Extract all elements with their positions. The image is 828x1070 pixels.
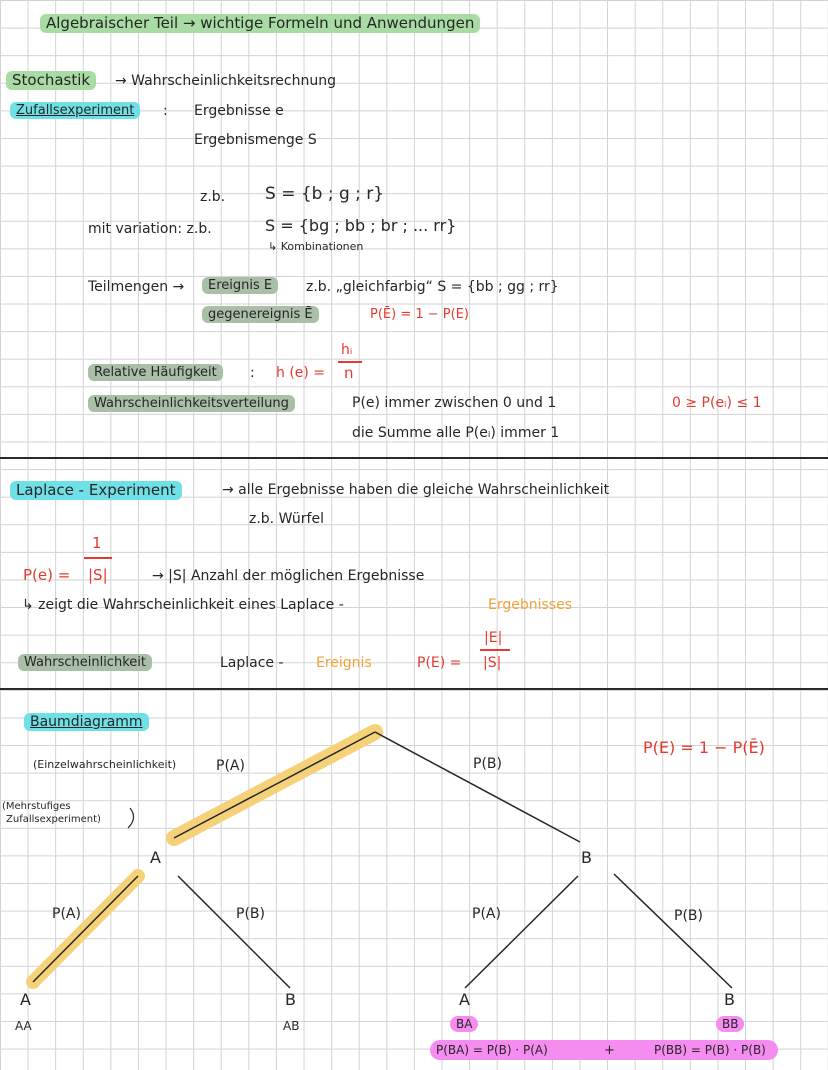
branch-label-pa-left: P(A)	[52, 906, 81, 922]
teilmengen-text: Teilmengen →	[88, 279, 185, 295]
branch-label-pb-left: P(B)	[236, 906, 265, 922]
tree-leaf-a-1: A	[20, 990, 31, 1009]
branch-label-pb-right: P(B)	[674, 908, 703, 924]
zufallsexperiment-label: Zufallsexperiment	[10, 102, 140, 119]
zufallsexperiment-colon: :	[163, 103, 168, 119]
tree-node-b: B	[581, 848, 592, 867]
laplace-example: z.b. Würfel	[249, 511, 324, 527]
example-prefix: z.b.	[200, 189, 226, 205]
wahrscheinlichkeit-text: Laplace -	[220, 655, 284, 671]
baum-gegen-formula: P(E) = 1 − P(Ē)	[643, 738, 765, 757]
mehrstufig-note-2: Zufallsexperiment)	[6, 814, 101, 825]
variation-prefix: mit variation: z.b.	[88, 221, 212, 237]
einzelwahrscheinlichkeit-note: (Einzelwahrscheinlichkeit)	[33, 758, 177, 771]
ereignis-label: Ereignis E	[202, 277, 278, 294]
wahrscheinlichkeit-ereignis: Ereignis	[316, 655, 372, 671]
relative-haeufigkeit-colon: :	[250, 365, 255, 381]
wahrscheinlichkeit-denominator: |S|	[483, 655, 502, 671]
gegenereignis-label: gegenereignis Ē	[202, 306, 319, 323]
relative-haeufigkeit-denominator: n	[344, 364, 354, 382]
stochastik-arrow-text: → Wahrscheinlichkeitsrechnung	[115, 73, 336, 89]
laplace-arrow-text: → alle Ergebnisse haben die gleiche Wahrscheinlichkeit	[222, 482, 610, 498]
ergebnisse-text: Ergebnisse e	[194, 103, 284, 119]
laplace-zeigt-text: ↳ zeigt die Wahrscheinlichkeit eines Laplace -	[22, 597, 344, 613]
kombinationen-note: ↳ Kombinationen	[268, 240, 364, 253]
laplace-formula-denominator: |S|	[88, 566, 108, 584]
variation-set: S = {bg ; bb ; br ; ... rr}	[265, 216, 457, 235]
fraction-bar	[338, 361, 362, 363]
verteilung-text-1: P(e) immer zwischen 0 und 1	[352, 395, 557, 411]
verteilung-text-2: die Summe alle P(eᵢ) immer 1	[352, 425, 560, 441]
page-title: Algebraischer Teil → wichtige Formeln und Anwendungen	[40, 14, 480, 33]
outcome-ba: BA	[450, 1016, 478, 1032]
example-set: S = {b ; g ; r}	[265, 184, 385, 204]
tree-leaf-b-2: B	[724, 990, 735, 1009]
laplace-formula-numerator: 1	[92, 534, 102, 552]
wahrscheinlichkeitsverteilung-label: Wahrscheinlichkeitsverteilung	[88, 395, 295, 412]
branch-label-pb-top: P(B)	[473, 756, 502, 772]
wahrscheinlichkeit-numerator: |E|	[484, 630, 503, 646]
laplace-formula-description: → |S| Anzahl der möglichen Ergebnisse	[152, 568, 425, 584]
outcome-ab: AB	[283, 1019, 300, 1033]
path-formula-plus: +	[604, 1043, 615, 1058]
relative-haeufigkeit-numerator: hᵢ	[341, 342, 353, 358]
wahrscheinlichkeit-label: Wahrscheinlichkeit	[18, 654, 152, 671]
verteilung-range: 0 ≥ P(eᵢ) ≤ 1	[672, 395, 762, 411]
outcome-aa: AA	[15, 1019, 32, 1033]
branch-label-pa-right: P(A)	[472, 906, 501, 922]
tree-leaf-b-1: B	[285, 990, 296, 1009]
laplace-formula-left: P(e) =	[23, 566, 71, 584]
relative-haeufigkeit-formula: h (e) =	[276, 365, 326, 381]
baumdiagramm-heading: Baumdiagramm	[24, 713, 149, 731]
section-divider-2	[0, 688, 828, 690]
tree-leaf-a-2: A	[459, 990, 470, 1009]
fraction-bar	[480, 649, 510, 651]
path-formula-bb: P(BB) = P(B) · P(B)	[654, 1043, 766, 1057]
ereignis-example: z.b. „gleichfarbig“ S = {bb ; gg ; rr}	[306, 279, 559, 295]
branch-label-pa-top: P(A)	[216, 758, 245, 774]
section-divider-1	[0, 457, 828, 459]
wahrscheinlichkeit-formula-left: P(E) =	[417, 655, 462, 671]
ergebnismenge-text: Ergebnismenge S	[194, 132, 317, 148]
relative-haeufigkeit-label: Relative Häufigkeit	[88, 364, 223, 381]
outcome-bb: BB	[716, 1016, 744, 1032]
mehrstufig-note-1: (Mehrstufiges	[2, 801, 71, 812]
laplace-label: Laplace - Experiment	[10, 481, 182, 500]
path-formula-ba: P(BA) = P(B) · P(A)	[436, 1043, 548, 1057]
stochastik-heading: Stochastik	[6, 71, 96, 90]
tree-node-a: A	[150, 848, 161, 867]
fraction-bar	[84, 557, 112, 559]
laplace-zeigt-highlight: Ergebnisses	[488, 597, 572, 613]
gegenereignis-formula: P(Ē) = 1 − P(E)	[370, 307, 469, 322]
